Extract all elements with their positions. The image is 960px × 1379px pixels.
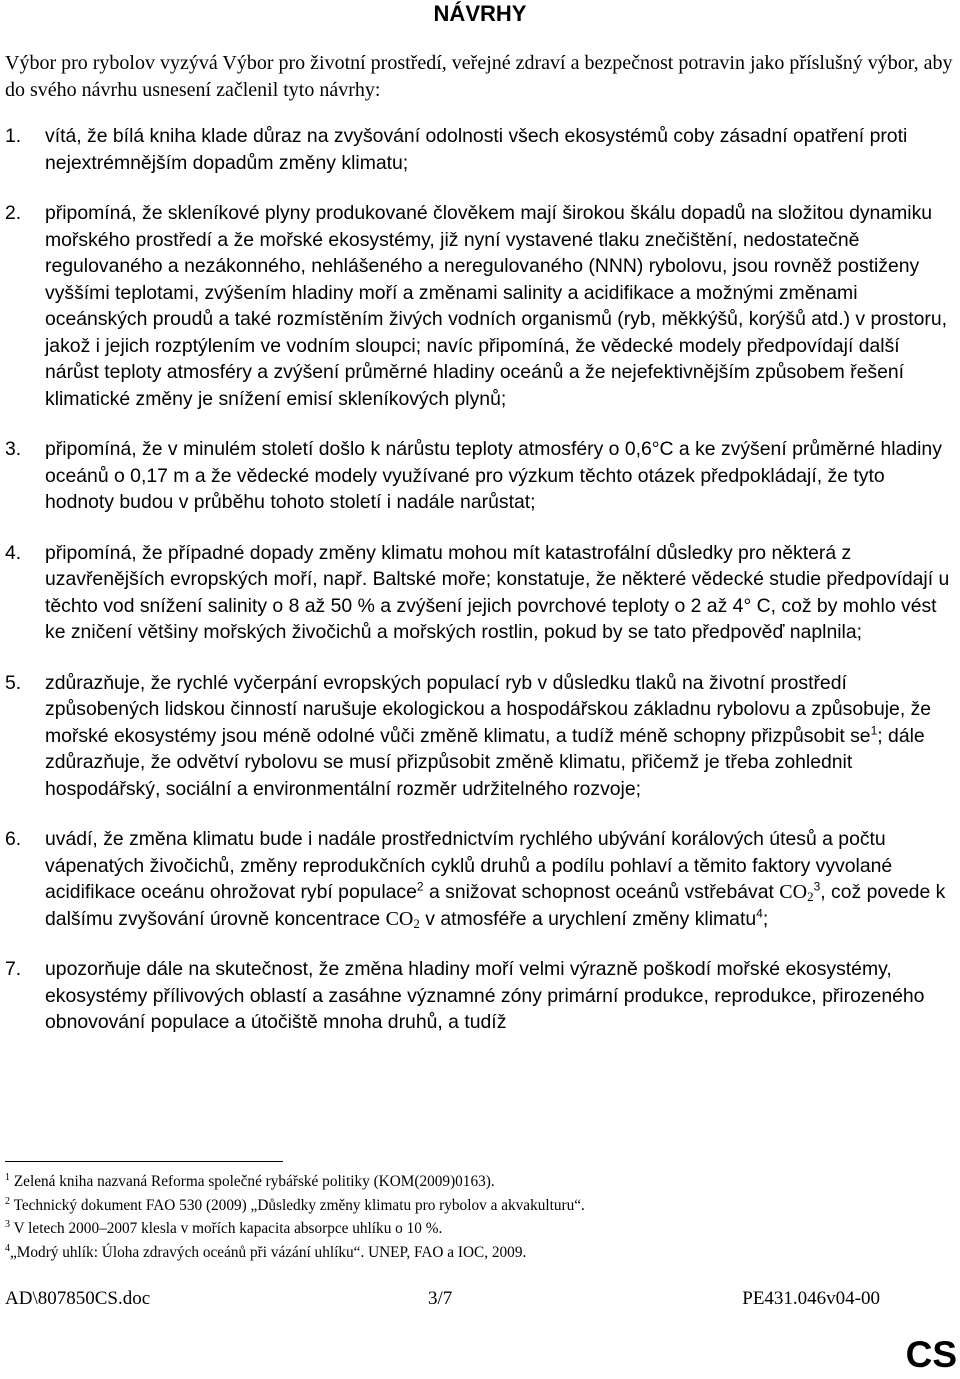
chem-formula: $CO_2$ (779, 881, 814, 904)
footnotes (5, 1170, 955, 1264)
intro-paragraph: Výbor pro rybolov vyzývá Výbor pro životní prostředí, veřejné zdraví a bezpečnost potravin jako příslušný výbor, aby do svého návrhu usnesení začlenil tyto návrhy: (5, 52, 953, 101)
reference-number: PE431.046v04-00 (742, 1288, 880, 1309)
item-text: upozorňuje dále na skutečnost, že změna hladiny moří velmi výrazně poškodí mořské ekosystémy, ekosystémy přílivových oblastí a zasáhne významné zóny primární produkce, reprodukce, přirozeného obnovování populace a útočiště mnoha druhů, a tudíž (45, 958, 925, 1033)
list-item (5, 956, 955, 1036)
list-item (5, 436, 955, 516)
item-number: 2. (5, 202, 22, 224)
suggestions-list (5, 123, 955, 1060)
page-title: NÁVRHY (433, 1, 527, 26)
item-number: 4. (5, 541, 22, 564)
list-item (5, 670, 955, 803)
item-number: 7. (5, 958, 22, 980)
list-item (5, 540, 955, 646)
item-number: 1. (5, 125, 22, 147)
list-item (5, 200, 955, 412)
chem-formula: $CO_2$ (385, 907, 420, 931)
footnote-ref: 1 (870, 723, 878, 738)
item-text: připomíná, že případné dopady změny klimatu mohou mít katastrofální důsledky pro některá z uzavřenějších evropských moří, např. Baltské moře; konstatuje, že některé vědecké studie předpovídají u těchto vod snížení salinity o 8 až 50 % a zvýšení jejich povrchové teploty o 2 až 4° C, což by mohlo vést ke zničení většiny mořských živočichů a mořských rostlin, pokud by se tato předpověď naplnila; (45, 541, 950, 643)
footnote: $^1$ Zelená kniha nazvaná Reforma společné rybářské politiky (KOM(2009)0163). (5, 1171, 495, 1190)
item-number: 3. (5, 438, 22, 460)
footnote-ref: 4 (756, 906, 763, 921)
footnote-ref: 3 (813, 879, 821, 894)
footnote-ref: 2 (416, 879, 424, 894)
footnote: $^3$ V letech 2000–2007 klesla v mořích kapacita absorpce uhlíku o 10 %. (5, 1218, 443, 1237)
item-text: vítá, že bílá kniha klade důraz na zvyšování odolnosti všech ekosystémů coby zásadní opatření proti nejextrémnějším dopadům změny klimatu; (45, 125, 908, 174)
footnote: $^4$„Modrý uhlík: Úloha zdravých oceánů při vázání uhlíku“. UNEP, FAO a IOC, 2009. (5, 1242, 527, 1261)
footnote-separator (5, 1161, 283, 1162)
item-text: připomíná, že v minulém století došlo k nárůstu teploty atmosféry o 0,6°C a ke zvýšení průměrné hladiny oceánů o 0,17 m a že vědecké modely využívané pro výzkum těchto otázek předpokládají, že tyto hodnoty budou v průběhu tohoto století i nadále narůstat; (45, 438, 942, 513)
item-number: 6. (5, 828, 22, 850)
document-id: AD\807850CS.doc (5, 1288, 151, 1309)
page-number: 3/7 (428, 1288, 453, 1309)
footnote: $^2$ Technický dokument FAO 530 (2009) „Důsledky změny klimatu pro rybolov a akvakulturu“. (5, 1195, 585, 1214)
item-text: uvádí, že změna klimatu bude i nadále prostřednictvím rychlého ubývání korálových útesů a počtu vápenatých živočichů, změny reprodukčních cyklů druhů a podílu pohlaví a těmito faktory vyvolané acidifikace oceánu ohrožovat rybí populace$^2$ a snižovat schopnost oceánů vstřebávat $CO_2^3$, což povede k dalšímu zvyšování úrovně koncentrace $CO_2$ v atmosféře a urychlení změny klimatu$^4$; (45, 828, 946, 931)
language-code: CS (905, 1334, 957, 1375)
list-item (5, 123, 955, 176)
item-text: zdůrazňuje, že rychlé vyčerpání evropských populací ryb v důsledku tlaků na životní prostředí způsobených lidskou činností narušuje ekologickou a hospodářskou základnu rybolovu a způsobuje, že mořské ekosystémy jsou méně odolné vůči změně klimatu, a tudíž méně schopny přizpůsobit $se^1$; dále zdůrazňuje, že odvětví rybolovu se musí přizpůsobit změně klimatu, přičemž je třeba zohlednit hospodářský, sociální a environmentální rozměr udržitelného rozvoje; (45, 671, 932, 800)
item-text: připomíná, že skleníkové plyny produkované člověkem mají širokou škálu dopadů na složitou dynamiku mořského prostředí a že mořské ekosystémy, již nyní vystavené tlaku znečištění, nedostatečně regulovaného a nezákonného, nehlášeného a neregulovaného (NNN) rybolovu, jsou rovněž postiženy vyššími teplotami, zvýšením hladiny moří a změnami salinity a acidifikace a možnými změnami oceánských proudů a také rozmístěním živých vodních organismů (ryb, měkkýšů, korýšů atd.) v prostoru, jakož i jejich rozptýlením ve vodním sloupci; navíc připomíná, že vědecké modely předpovídají další nárůst teploty atmosféry a zvýšení průměrné hladiny oceánů a že nejefektivnějším způsobem řešení klimatické změny je snížení emisí skleníkových plynů; (45, 202, 948, 410)
list-item (5, 826, 955, 932)
item-number: 5. (5, 671, 22, 694)
